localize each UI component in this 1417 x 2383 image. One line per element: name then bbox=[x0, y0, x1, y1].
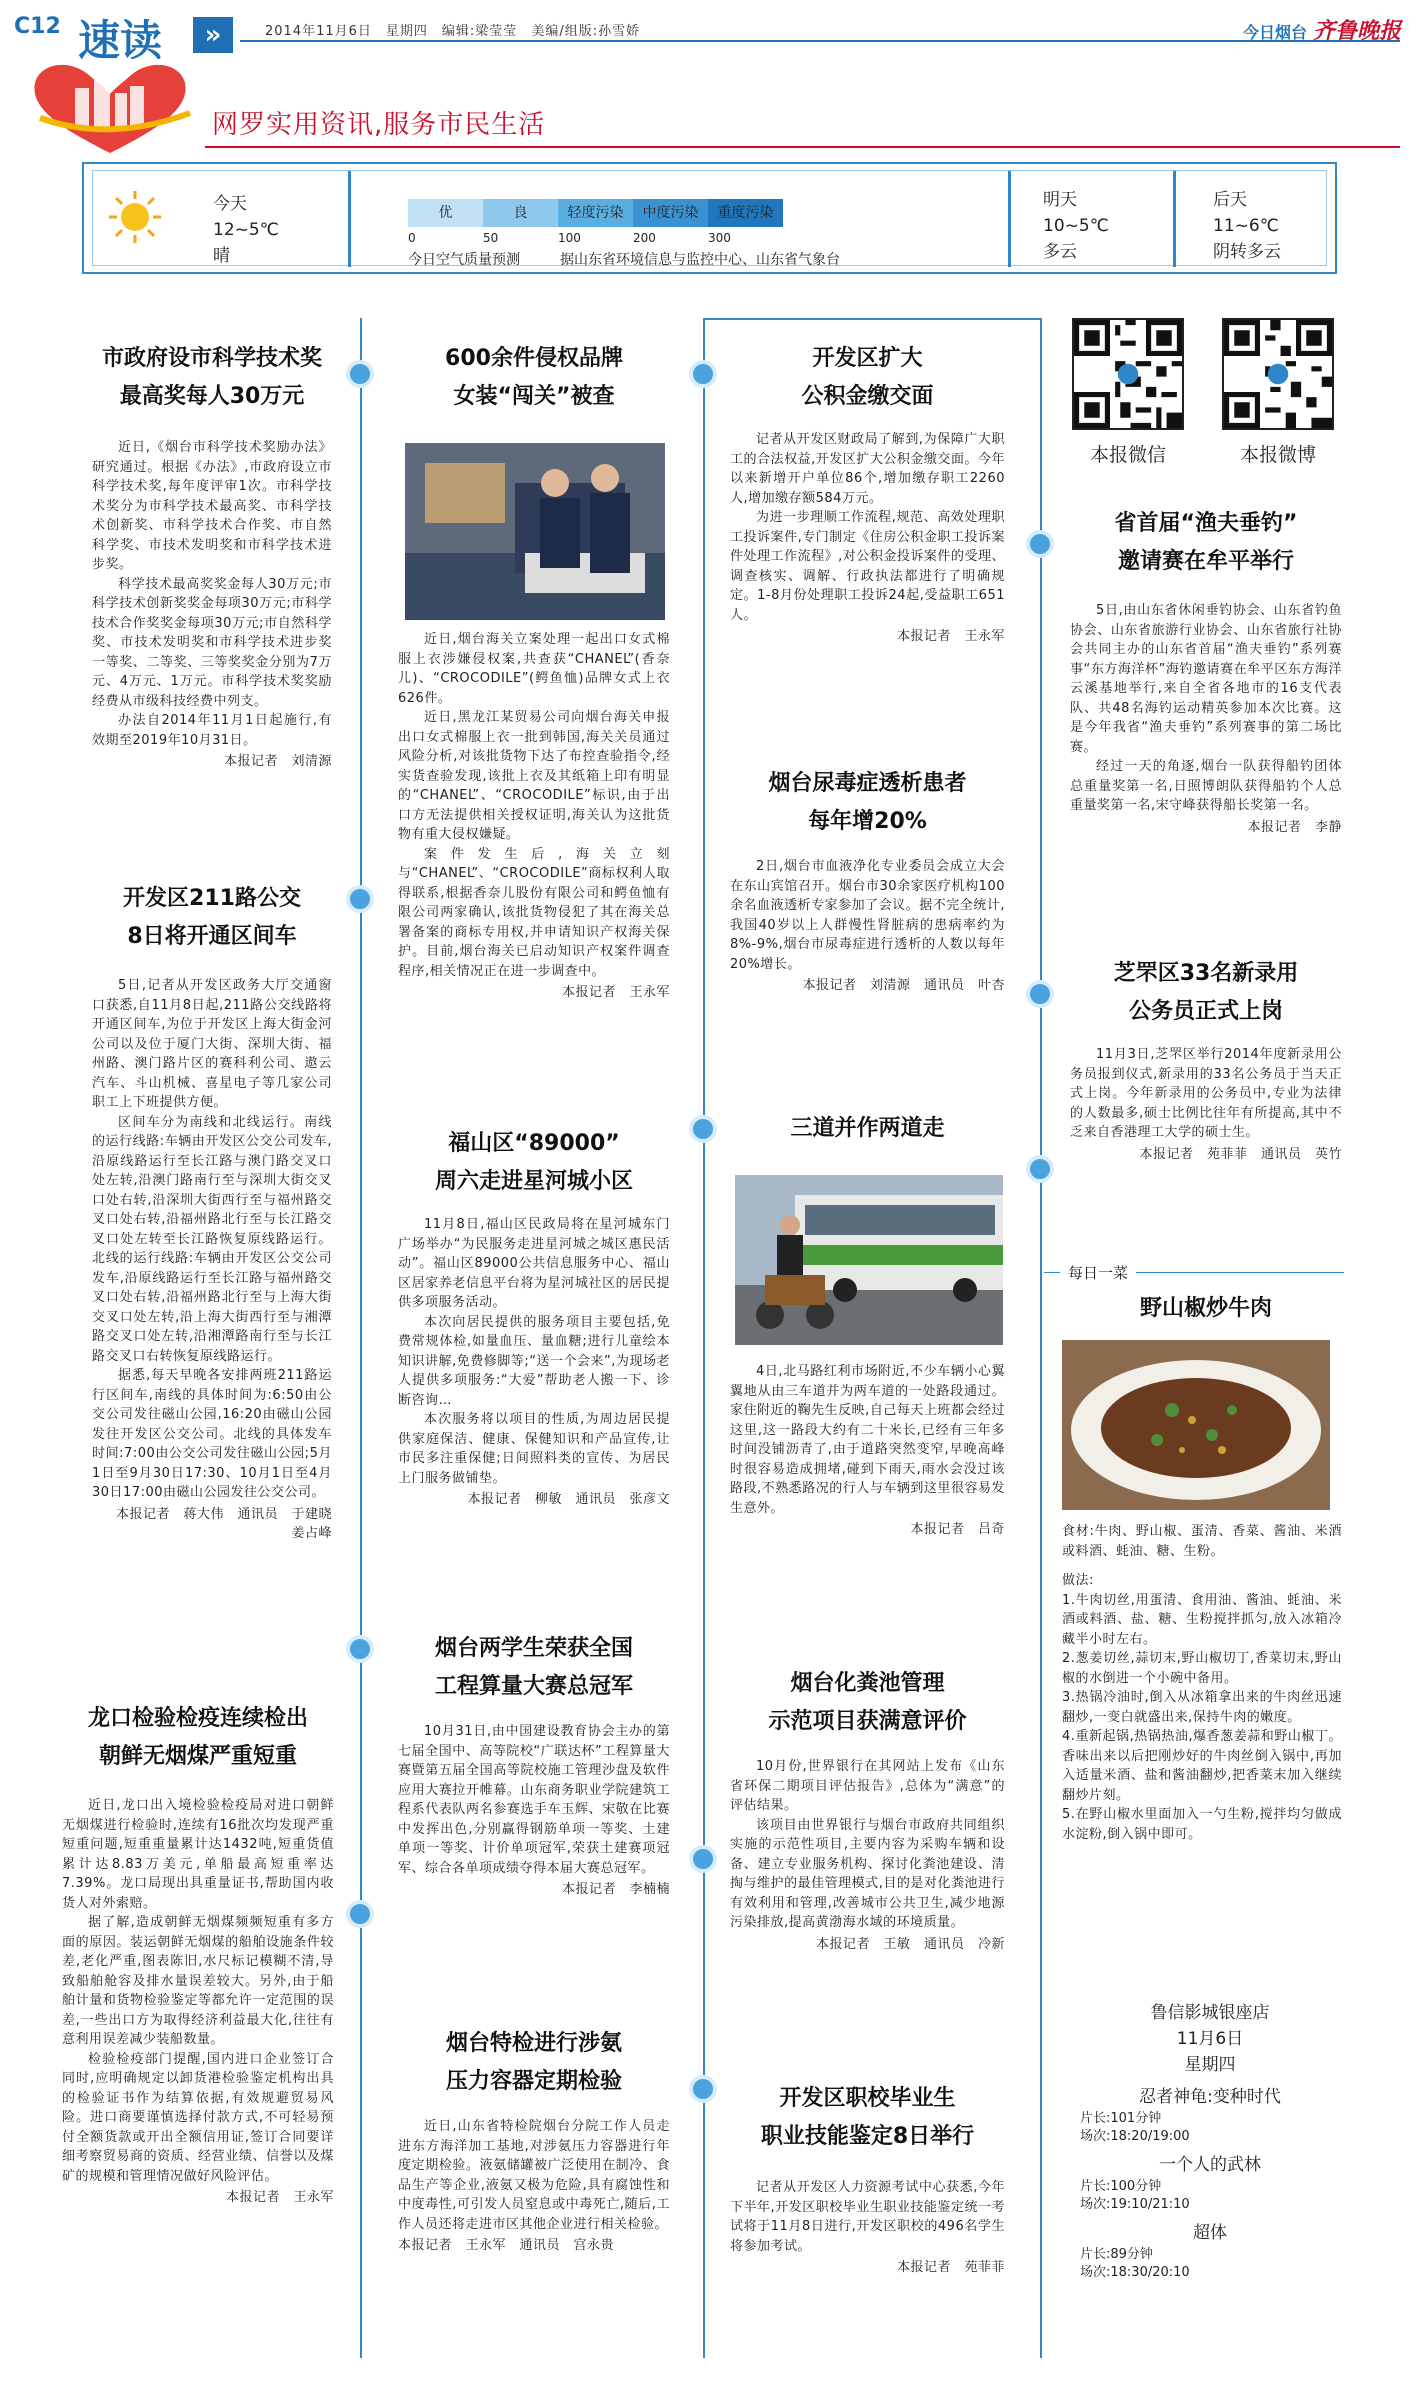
aqi-level-2: 轻度污染 bbox=[558, 199, 633, 227]
aqi-number: 100 bbox=[558, 231, 581, 245]
header-meta: 2014年11月6日 星期四 编辑:梁莹莹 美编/组版:孙雪娇 bbox=[265, 24, 641, 39]
article-counterfeit-clothing: 600余件侵权品牌 女装“闯关”被查 bbox=[445, 346, 623, 409]
article-three-lanes: 三道并作两道走 bbox=[790, 1116, 945, 1141]
weather-divider bbox=[1008, 171, 1011, 267]
column-rule bbox=[1040, 318, 1042, 2358]
recipe-tag: 每日一菜 bbox=[1060, 1262, 1136, 1283]
article-three-lanes-body: 4日,北马路红利市场附近,不少车辆小心翼翼地从由三车道并为两车道的一处路段通过。家住附近的鞠先生反映,自己每天上班都会经过这里,这一路段大约有二十米长,已经有三年多时间没铺沥青了,由于道路突然变窄,早晚高峰时很容易造成拥堵,碰到下雨天,雨水会没过该路段,不熟悉路况的行人与车辆到这里很容易发生意外。 本报记者 吕奇 bbox=[730, 1364, 1005, 1537]
header-rule bbox=[240, 40, 1400, 42]
bullet-dot bbox=[1026, 1155, 1054, 1183]
article-fishing-contest: 省首届“渔夫垂钓” 邀请赛在牟平举行 5日,由山东省休闲垂钓协会、山东省钓鱼协会、山东省旅游行业协会、山东省旅行社协会共同主办的山东省首届“渔夫垂钓”系列赛事“东方海洋杯”海钓邀请赛在牟平区东方海洋云溪基地举行,来自全省各地市的16支代表队、共48名海钓运动精英参加本次比赛。这是今年我省“渔夫垂钓”系列赛事的第二场比赛。 经过一天的角逐,烟台一队获得船钓团体总重量奖第一名,日照博朗队获得船钓个人总重量奖第一名,宋守峰获得船长奖第一名。 本报记者 李静 bbox=[1070, 511, 1342, 835]
aqi-number: 300 bbox=[708, 231, 731, 245]
weibo-qr-code[interactable] bbox=[1222, 318, 1334, 430]
article-dialysis: 烟台尿毒症透析患者 每年增20% 2日,烟台市血液净化专业委员会成立大会在东山宾馆召开。烟台市30余家医疗机构100余名血液透析专家参加了会议。据不完全统计,我国40岁以上人群慢性肾脏病的患病率约为8%-9%,烟台市尿毒症进行透析的人数以每年20%增长。 本报记者 刘清源 通讯员 叶杏 bbox=[730, 771, 1005, 993]
article-bus-211: 开发区211路公交 8日将开通区间车 5日,记者从开发区政务大厅交通窗口获悉,自11月8日起,211路公交线路将开通区间车,为位于开发区上海大街金河公司以及位于厦门大街、深圳大街、福州路、澳门路片区的赛科利公司、遨云汽车、斗山机械、喜星电子等几家公司职工上下班提供方便。 区间车分为南线和北线运行。南线的运行线路:车辆由开发区公交公司发车,沿原线路运行至长江路与澳门路交叉口处左转,沿澳门路南行至与深圳大街交叉口处右转,沿深圳大街西行至与福州路交叉口处右转,沿福州路北行至与长江路交叉口处左转至长江路恢复原线路运行。北线的运行线路:车辆由开发区公交公司发车,沿原线路运行至长江路与福州路交叉口处右转,沿福州路北行至与上海大街交叉口处左转,沿上海大街西行至与湘潭路交叉口处左转,沿湘潭路南行至与长江路交叉口右转恢复原线路运行。 据悉,每天早晚各安排两班211路运行区间车,南线的具体时间为:6:50由公交公司发往磁山公园,16:20由磁山公园发往开发区公交公司。北线的具体发车时间:7:00由公交公司发往磁山公园;5月1日至9月30日17:30、10月1日至4月30日17:00由磁山公园发往公交公司。 本报记者 蒋大伟 通讯员 于建晓 姜占峰 bbox=[92, 886, 346, 1541]
bullet-dot bbox=[346, 885, 374, 913]
aqi-number: 50 bbox=[483, 231, 499, 245]
article-fushan-89000: 福山区“89000” 周六走进星河城小区 11月8日,福山区民政局将在星河城东门广场举办“为民服务走进星河城之城区惠民活动”。福山区89000公共信息服务中心、福山区居家养老信息平台将为星河城社区的居民提供多项服务活动。 本次向居民提供的服务项目主要包括,免费常规体检,如量血压、量血糖;进行儿童绘本知识讲解,免费修脚等;“送一个会来”,为现场老人提供多项服务:“大爱”帮助老人搬一下、诊断咨询… 本次服务将以项目的性质,为周边居民提供家庭保洁、健康、保健知识和产品宣传,让市民多注重保健;日间照料类的宣传、为居民上门服务做铺垫。 本报记者 柳敏 通讯员 张彦文 bbox=[398, 1131, 670, 1507]
bullet-dot bbox=[346, 1900, 374, 1928]
aqi-number: 200 bbox=[633, 231, 656, 245]
masthead: 今日烟台 齐鲁晚报 bbox=[1242, 18, 1401, 44]
aqi-level-4: 重度污染 bbox=[708, 199, 783, 227]
bullet-dot bbox=[689, 1845, 717, 1873]
aqi-level-0: 优 bbox=[408, 199, 483, 227]
weather-box bbox=[82, 162, 1337, 274]
beef-dish-photo bbox=[1062, 1340, 1330, 1510]
page-number: C12 bbox=[14, 14, 61, 39]
bullet-dot bbox=[1026, 980, 1054, 1008]
column-rule bbox=[360, 318, 362, 2358]
article-science-award: 市政府设市科学技术奖 最高奖每人30万元 近日,《烟台市科学技术奖励办法》研究通过。根据《办法》,市政府设立市科学技术奖,每年度评审1次。市科学技术奖分为市科学技术最高奖、市科学技术创新奖、市科学技术合作奖、市自然科学奖、市技术发明奖和市科学技术进步奖。 科学技术最高奖奖金每人30万元;市科学技术创新奖奖金每项30万元;市科学技术合作奖奖金每项30万元;市自然科学奖、市技术发明奖和市科学技术进步奖一等奖、二等奖、三等奖奖金分别为7万元、4万元、1万元。市科学技术奖奖励经费从市级科技经费中列支。 办法自2014年11月1日起施行,有效期至2019年10月31日。 本报记者 刘清源 bbox=[92, 346, 332, 769]
aqi-level-3: 中度污染 bbox=[633, 199, 708, 227]
article-ammonia-inspection: 烟台特检进行涉氨 压力容器定期检验 近日,山东省特检院烟台分院工作人员走进东方海洋加工基地,对涉氨压力容器进行年度定期检验。液氨储罐被广泛使用在制冷、食品生产等企业,液氨又极为危险,具有腐蚀性和中度毒性,可引发人员窒息或中毒死亡,随后,工作人员还将走进市区其他企业进行相关检验。 本报记者 王永军 通讯员 宫永贵 bbox=[398, 2031, 670, 2253]
bullet-dot bbox=[346, 360, 374, 388]
column-rule bbox=[703, 318, 1040, 320]
aqi-level-1: 良 bbox=[483, 199, 558, 227]
slogan: 网罗实用资讯,服务市民生活 bbox=[212, 110, 546, 140]
bullet-dot bbox=[1026, 530, 1054, 558]
wechat-qr-code[interactable] bbox=[1072, 318, 1184, 430]
wechat-caption: 本报微信 bbox=[1089, 444, 1166, 466]
aqi-scale bbox=[408, 199, 783, 227]
article-housing-fund: 开发区扩大 公积金缴交面 记者从开发区财政局了解到,为保障广大职工的合法权益,开发区扩大公积金缴交面。今年以来新增开户单位86个,增加缴存职工2260人,增加缴存额584万元。 为进一步理顺工作流程,规范、高效处理职工投诉案件,专门制定《住房公积金职工投诉案件处理工作流程》,对公积金投诉案件的受理、调查核实、调解、行政执法都进行了明确规定。1-8月份处理职工投诉24起,受益职工651人。 本报记者 王永军 bbox=[730, 346, 1005, 644]
weather-today: 今天 12~5℃ 晴 bbox=[213, 194, 279, 266]
page-header bbox=[0, 0, 1417, 80]
sunny-icon bbox=[107, 189, 163, 245]
traffic-road-photo bbox=[735, 1175, 1003, 1345]
bullet-dot bbox=[689, 360, 717, 388]
aqi-caption: 今日空气质量预测 据山东省环境信息与监控中心、山东省气象台 bbox=[408, 252, 840, 268]
article-recipe-body: 食材:牛肉、野山椒、蛋清、香菜、酱油、米酒或料酒、蚝油、糖、生粉。 做法: 1.牛肉切丝,用蛋清、食用油、酱油、蚝油、米酒或料酒、盐、糖、生粉搅拌抓匀,放入冰箱冷藏半小时左右。 2.葱姜切丝,蒜切末,野山椒切丁,香菜切末,野山椒的水倒进一个小碗中备用。 3.热锅冷油时,倒入从冰箱拿出来的牛肉丝迅速翻炒,一变白就盛出来,保持牛肉的嫩度。 4.重新起锅,热锅热油,爆香葱姜蒜和野山椒丁。香味出来以后把刚炒好的牛肉丝倒入锅中,再加入适量米酒、盐和酱油翻炒,把香菜末加入继续翻炒片刻。 5.在野山椒水里面加入一勺生粉,搅拌均匀做成水淀粉,倒入锅中即可。 bbox=[1062, 1524, 1342, 1842]
column-rule bbox=[703, 318, 705, 2358]
weather-after-tomorrow: 后天 11~6℃ 阴转多云 bbox=[1213, 190, 1281, 262]
weather-divider bbox=[1173, 171, 1176, 267]
double-chevron-icon: » bbox=[193, 17, 233, 53]
aqi-scale-numbers bbox=[408, 231, 968, 249]
cinema-schedule: 鲁信影城银座店 11月6日 星期四 忍者神龟:变种时代 片长:101分钟 场次:18:20/19:00 一个人的武林 片长:100分钟 场次:19:10/21:10 超体 片长:89分钟 场次:18:30/20:10 bbox=[1080, 2003, 1281, 2280]
bullet-dot bbox=[689, 1115, 717, 1143]
article-septic-tank: 烟台化粪池管理 示范项目获满意评价 10月份,世界银行在其网站上发布《山东省环保二期项目评估报告》,总体为“满意”的评估结果。 该项目由世界银行与烟台市政府共同组织实施的示范性项目,主要内容为采购车辆和设备、建立专业服务机构、探讨化粪池建设、清掏与维护的最佳管理模式,目的是对化粪池进行有效利用和管理,改善城市公共卫生,减少地源污染排放,提高黄渤海水域的环境质量。 本报记者 王敏 通讯员 冷新 bbox=[730, 1671, 1005, 1952]
article-recipe: 野山椒炒牛肉 bbox=[1139, 1296, 1272, 1321]
bullet-dot bbox=[689, 2075, 717, 2103]
article-vocational-exam: 开发区职校毕业生 职业技能鉴定8日举行 记者从开发区人力资源考试中心获悉,今年下半年,开发区职校毕业生职业技能鉴定统一考试将于11月8日进行,开发区职校的496名学生将参加考试。 本报记者 苑菲菲 bbox=[730, 2086, 1005, 2275]
article-counterfeit-clothing-body: 近日,烟台海关立案处理一起出口女式棉服上衣涉嫌侵权案,共查获“CHANEL”(香奈儿)、“CROCODILE”(鳄鱼恤)品牌女式上衣626件。 近日,黑龙江某贸易公司向烟台海关申报出口女式棉服上衣一批到韩国,海关关员通过风险分析,对该批货物下达了布控查验指令,经实货查验发现,该批上衣及其纸箱上印有明显的“CHANEL”、“CROCODILE”标识,由于出口方无法提供相关授权证明,海关认为这批货物有重大侵权嫌疑。 案件发生后,海关立刻与“CHANEL”、“CROCODILE”商标权利人取得联系,根据香奈儿股份有限公司和鳄鱼恤有限公司两家确认,该批货物侵犯了其在海关总署备案的商标专用权,并申请知识产权海关保护。目前,烟台海关已启动知识产权案件调查程序,相关情况正在进一步调查中。 本报记者 王永军 bbox=[398, 632, 670, 1000]
weather-divider bbox=[348, 171, 351, 267]
aqi-number: 0 bbox=[408, 231, 416, 245]
customs-inspection-photo bbox=[405, 443, 665, 620]
section-title: 速读 bbox=[78, 16, 163, 65]
article-engineering-contest: 烟台两学生荣获全国 工程算量大赛总冠军 10月31日,由中国建设教育协会主办的第七届全国中、高等院校“广联达杯”工程算量大赛暨第五届全国高等院校施工管理沙盘及软件应用大赛拉开帷幕。山东商务职业学院建筑工程系代表队两名参赛选手车玉辉、宋敬在比赛中发挥出色,分别赢得钢筋单项一等奖、土建单项一等奖、计价单项冠军,荣获土建赛项冠军、综合各单项成绩夺得本届大赛总冠军。 本报记者 李楠楠 bbox=[398, 1636, 670, 1897]
slogan-rule bbox=[205, 146, 1400, 148]
article-coal-shortage: 龙口检验检疫连续检出 朝鲜无烟煤严重短重 近日,龙口出入境检验检疫局对进口朝鲜无烟煤进行检验时,连续有16批次均发现严重短重问题,短重重量累计达1432吨,短重货值累计达8.83万美元,单船最高短重率达7.39%。龙口局现出具重量证书,帮助国内收货人对外索赔。 据了解,造成朝鲜无烟煤频频短重有多方面的原因。装运朝鲜无烟煤的船舶设施条件较差,老化严重,图表陈旧,水尺标记模糊不清,导致船舶舱容及排水量误差较大。另外,由于船舶计量和货物检验鉴定等都允许一定范围的误差,一些出口方为取得经济利益最大化,往往有意利用误差减少装船数量。 检验检疫部门提醒,国内进口企业签订合同时,应明确规定以卸货港检验鉴定机构出具的检验证书作为结算依据,有效规避贸易风险。进口商要谨慎选择付款方式,不可轻易预付全额货款或开出全额信用证,签订合同要详细考察贸易商的资质、经营业绩、信誉以及煤矿的规模和管理情况做好风险评估。 本报记者 王永军 bbox=[62, 1706, 334, 2205]
heart-buildings-icon bbox=[20, 58, 200, 158]
article-civil-servants: 芝罘区33名新录用 公务员正式上岗 11月3日,芝罘区举行2014年度新录用公务员报到仪式,新录用的33名公务员于当天正式上岗。今年新录用的公务员中,专业为法律的人数最多,硕士比例比往年有所提高,其中不乏来自香港理工大学的硕士生。 本报记者 苑菲菲 通讯员 英竹 bbox=[1070, 961, 1342, 1162]
weibo-caption: 本报微博 bbox=[1239, 444, 1316, 466]
weather-tomorrow: 明天 10~5℃ 多云 bbox=[1043, 190, 1109, 262]
bullet-dot bbox=[346, 1635, 374, 1663]
